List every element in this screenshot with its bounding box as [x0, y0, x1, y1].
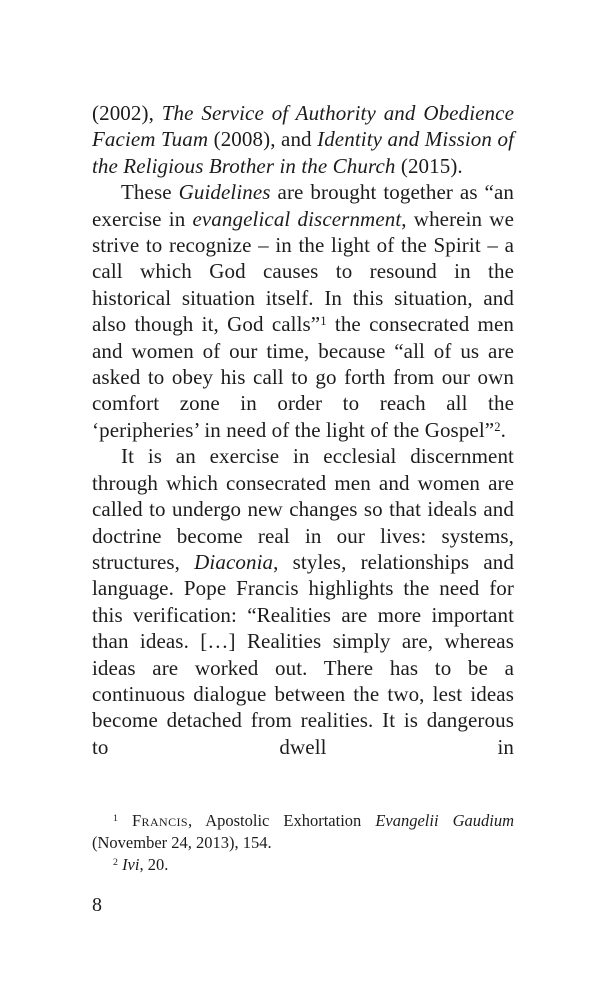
footnote-marker: 2: [113, 857, 118, 869]
page-number: 8: [92, 894, 102, 916]
text-segment: , wherein we strive to recognize – in the light of the Spirit – a call which God causes to resound in the historical situation itself. In this situation, and also though it, God calls”: [92, 206, 514, 337]
footnote-marker: 1: [320, 313, 327, 328]
text-segment: the consecrated men and women of our time, because “all of us are asked to obey his call to go forth from our own comfort zone in order to reach all the ‘peripheries’ in need of the light of the Gospel”: [92, 312, 514, 442]
text-segment: The Service of Authority and Obedience Faciem Tuam: [92, 101, 514, 152]
text-segment: , styles, relationships and language. Pope Francis highlights the need for this verification: “Realities are more important than ideas. […] Realities simply are, whereas ideas are worked out. There has to be a continuous dialogue between the two, lest ideas become detached from realities. It is dangerous to dwell in: [92, 549, 514, 759]
footnote-2: [92, 854, 514, 876]
text-segment: (2015).: [395, 153, 463, 178]
text-segment: are brought together as “an exercise in: [92, 180, 514, 231]
paragraph-continued-titles: [92, 100, 514, 179]
text-segment: These: [121, 180, 179, 205]
footnote-1: [92, 810, 514, 854]
text-segment: , 20.: [139, 855, 169, 874]
text-segment: Identity and Mission of the Religious Brother in the Church: [92, 127, 515, 178]
text-segment: Francis: [131, 811, 188, 830]
body-text: [92, 100, 514, 760]
text-segment: evangelical discernment: [192, 206, 402, 231]
footnote-marker: 1: [113, 813, 118, 825]
footnotes: [92, 810, 514, 876]
text-segment: Ivi: [122, 855, 140, 874]
text-segment: [118, 811, 132, 830]
text-segment: Diaconia: [194, 549, 274, 574]
text-segment: (2008), and: [208, 127, 318, 152]
text-segment: , Apostolic Exhortation: [187, 811, 376, 830]
paragraph-these-guidelines: [92, 179, 514, 443]
text-segment: Guidelines: [178, 180, 271, 205]
text-segment: It is an exercise in ecclesial discernment through which consecrated men and women are called to undergo new changes so that ideals and doctrine become real in our lives: systems, structures,: [92, 444, 514, 574]
footnote-marker: 2: [494, 419, 501, 434]
text-segment: (2002),: [92, 101, 162, 125]
paragraph-ecclesial-discernment: [92, 443, 514, 760]
text-segment: (November 24, 2013), 154.: [92, 833, 272, 852]
text-segment: Evangelii Gaudium: [375, 811, 514, 830]
text-segment: .: [500, 417, 506, 442]
